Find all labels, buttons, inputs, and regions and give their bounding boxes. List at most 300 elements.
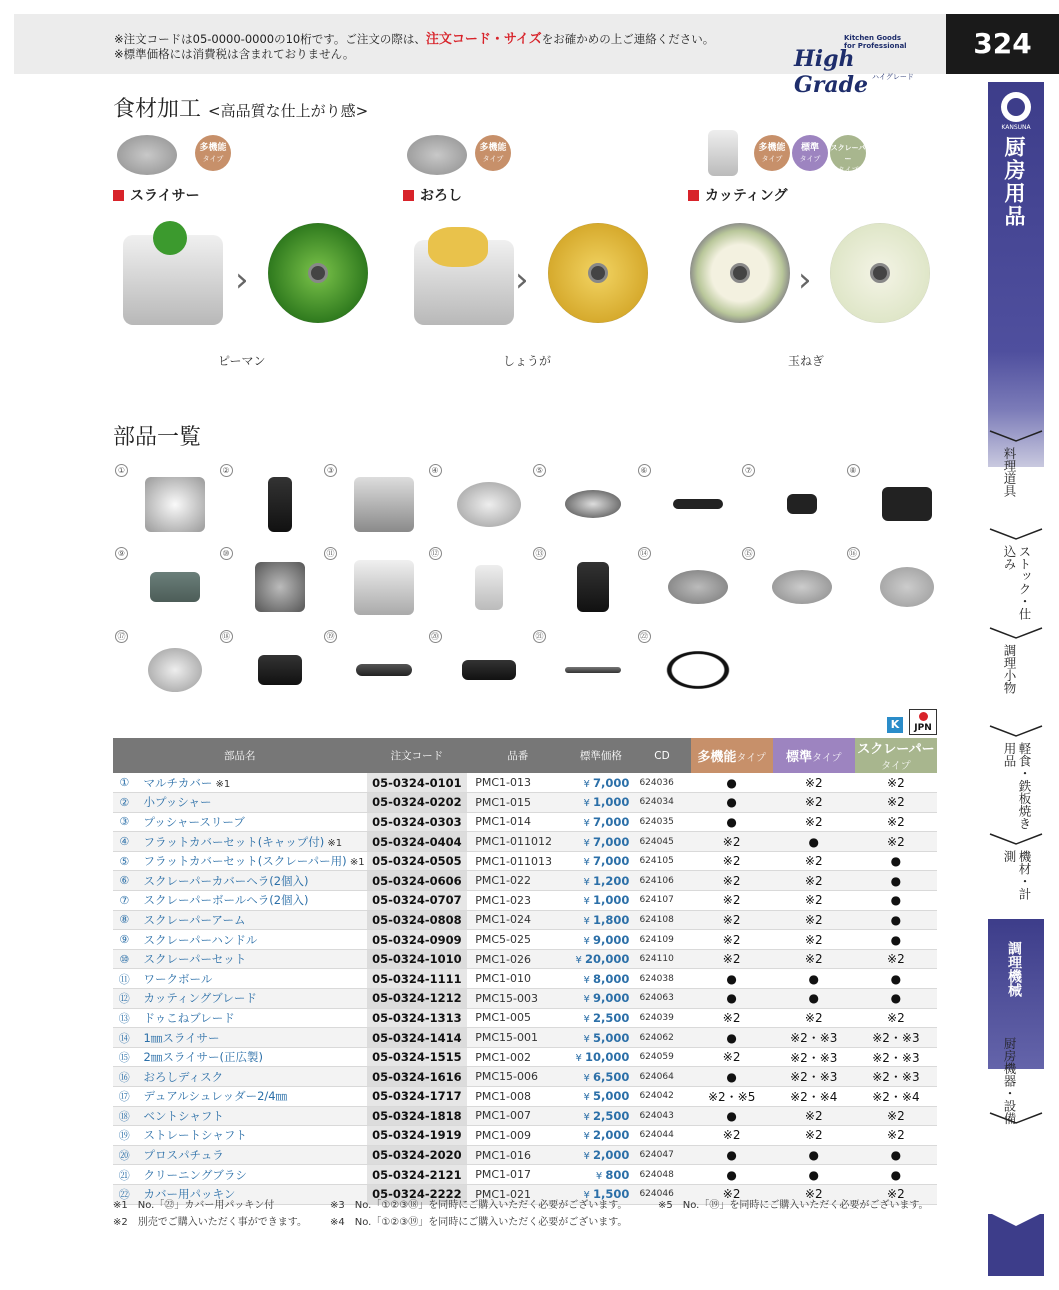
chevron-down-icon [988, 724, 1044, 738]
table-row [113, 793, 937, 813]
chevron-down-icon [988, 527, 1044, 541]
footnotes-col-1 [113, 1197, 307, 1231]
process-caption: 玉ねぎ [788, 354, 825, 368]
cell-name: おろしディスク [136, 1067, 367, 1087]
cell-order-code: 05-0324-1212 [367, 989, 468, 1009]
cell-standard: ※2 [773, 1008, 855, 1028]
cell-model: PMC1-022 [467, 871, 568, 891]
cell-cd: 624048 [633, 1165, 690, 1185]
note-1-red: 注文コード・サイズ [425, 32, 542, 47]
sidebar-item-label: 機材・計測 [1002, 850, 1032, 900]
cell-standard: ※2 [773, 949, 855, 969]
cell-multi: ● [691, 1145, 773, 1165]
cell-name: スクレーパーボールヘラ(2個入) [136, 891, 367, 911]
cell-scraper: ※2 [855, 773, 937, 793]
slicer-after-photo [258, 215, 378, 335]
cell-price: ¥ 20,000 [568, 949, 633, 969]
cell-order-code: 05-0324-0707 [367, 891, 468, 911]
cell-standard: ※2 [773, 1126, 855, 1146]
cell-model: PMC1-016 [467, 1145, 568, 1165]
process-caption: しょうが [503, 354, 552, 368]
col-code: 注文コード [367, 738, 468, 773]
part-image [354, 477, 414, 532]
processing-title: 食材加工 <高品質な仕上がり感> [113, 97, 369, 122]
cell-price: ¥ 5,000 [568, 1028, 633, 1048]
part-number: ① [115, 464, 128, 477]
part-item [533, 630, 637, 710]
chevron-right-icon: › [515, 260, 529, 300]
cell-standard: ● [773, 1145, 855, 1165]
cell-standard: ※2・※4 [773, 1087, 855, 1107]
cell-name: ワークボール [136, 969, 367, 989]
cell-name: プロスパチュラ [136, 1145, 367, 1165]
sidebar-main-category[interactable] [988, 82, 1044, 467]
processing-subtitle: <高品質な仕上がり感> [208, 102, 369, 120]
cell-number: ③ [113, 812, 136, 832]
cell-order-code: 05-0324-1616 [367, 1067, 468, 1087]
part-image [673, 499, 723, 509]
part-image [787, 494, 817, 514]
cell-name: 小プッシャー [136, 793, 367, 813]
cell-name: 1㎜スライサー [136, 1028, 367, 1048]
sidebar-item-kizai[interactable] [988, 832, 1059, 912]
part-item [115, 630, 219, 710]
cell-standard: ※2 [773, 793, 855, 813]
chevron-right-icon: › [235, 260, 249, 300]
cell-standard: ※2 [773, 812, 855, 832]
table-row [113, 969, 937, 989]
cell-price: ¥ 6,500 [568, 1067, 633, 1087]
cell-standard: ※2 [773, 910, 855, 930]
sidebar-item-label: 料理道具 [1002, 447, 1017, 497]
cell-name: カッティングブレード [136, 989, 367, 1009]
cell-cd: 624045 [633, 832, 690, 852]
part-number: ⑭ [638, 547, 651, 560]
cell-multi: ● [691, 793, 773, 813]
part-item [429, 464, 533, 544]
cell-scraper: ● [855, 910, 937, 930]
cell-scraper: ※2 [855, 1008, 937, 1028]
cell-multi: ● [691, 969, 773, 989]
part-image [882, 487, 932, 521]
table-row [113, 1028, 937, 1048]
cell-number: ④ [113, 832, 136, 852]
cell-price: ¥ 1,000 [568, 793, 633, 813]
part-number: ⑳ [429, 630, 442, 643]
cell-scraper: ● [855, 969, 937, 989]
sidebar-active-label: 調理機械 [1006, 941, 1022, 997]
cell-multi: ※2 [691, 851, 773, 871]
slicer-before-photo [113, 215, 233, 335]
cell-multi: ※2 [691, 1184, 773, 1204]
col-multi: 多機能タイプ [691, 738, 773, 773]
table-row [113, 1047, 937, 1067]
cell-scraper: ※2 [855, 949, 937, 969]
cell-name: ドゥこねブレード [136, 1008, 367, 1028]
cell-cd: 624046 [633, 1184, 690, 1204]
part-number: ⑤ [533, 464, 546, 477]
part-number: ⑩ [220, 547, 233, 560]
cell-scraper: ● [855, 930, 937, 950]
cell-price: ¥ 1,200 [568, 871, 633, 891]
process-label: スライサー [113, 185, 200, 205]
col-price: 標準価格 [568, 738, 633, 773]
footnote-2: ※2 別売でご購入いただく事ができます。 [113, 1217, 307, 1228]
cell-model: PMC1-023 [467, 891, 568, 911]
cell-name: プッシャースリーブ [136, 812, 367, 832]
logo-brand: High Grade [794, 46, 869, 98]
cell-number: ㉑ [113, 1165, 136, 1185]
cell-model: PMC15-006 [467, 1067, 568, 1087]
cell-standard: ※2・※3 [773, 1028, 855, 1048]
cell-model: PMC1-026 [467, 949, 568, 969]
cell-model: PMC1-024 [467, 910, 568, 930]
cell-number: ② [113, 793, 136, 813]
cell-multi: ● [691, 989, 773, 1009]
cell-multi: ● [691, 773, 773, 793]
cell-order-code: 05-0324-1414 [367, 1028, 468, 1048]
part-number: ⑯ [847, 547, 860, 560]
part-number: ② [220, 464, 233, 477]
cell-number: ㉒ [113, 1184, 136, 1204]
cell-number: ⑯ [113, 1067, 136, 1087]
cell-order-code: 05-0324-0909 [367, 930, 468, 950]
footnotes-col-2 [330, 1197, 627, 1231]
header-notes [114, 32, 714, 62]
chevron-down-icon [988, 626, 1044, 640]
cell-cd: 624059 [633, 1047, 690, 1067]
cell-cd: 624036 [633, 773, 690, 793]
table-row [113, 910, 937, 930]
cell-scraper: ※2・※3 [855, 1028, 937, 1048]
table-row [113, 812, 937, 832]
cell-price: ¥ 2,500 [568, 1008, 633, 1028]
part-item [638, 547, 742, 627]
cell-scraper: ● [855, 851, 937, 871]
cell-scraper: ● [855, 1165, 937, 1185]
part-item [742, 547, 846, 627]
red-square-icon [113, 190, 124, 201]
table-row [113, 1145, 937, 1165]
cell-order-code: 05-0324-0202 [367, 793, 468, 813]
cell-standard: ● [773, 1165, 855, 1185]
cell-number: ⑮ [113, 1047, 136, 1067]
sidebar-item-keishoku[interactable] [988, 724, 1059, 834]
cell-cd: 624110 [633, 949, 690, 969]
cell-scraper: ※2・※3 [855, 1067, 937, 1087]
jpn-flag-icon: JPN [909, 709, 937, 735]
part-number: ③ [324, 464, 337, 477]
table-row [113, 1106, 937, 1126]
part-image [565, 667, 621, 673]
part-number: ⑥ [638, 464, 651, 477]
logo-kana: ハイグレード [872, 73, 914, 81]
table-row [113, 871, 937, 891]
grater-before-photo [408, 215, 528, 335]
cell-price: ¥ 7,000 [568, 832, 633, 852]
part-image [258, 655, 302, 685]
col-model: 品番 [467, 738, 568, 773]
cell-price: ¥ 9,000 [568, 930, 633, 950]
cell-model: PMC1-014 [467, 812, 568, 832]
cell-number: ⑪ [113, 969, 136, 989]
cell-order-code: 05-0324-0404 [367, 832, 468, 852]
cell-number: ⑦ [113, 891, 136, 911]
cell-order-code: 05-0324-0303 [367, 812, 468, 832]
cell-model: PMC1-007 [467, 1106, 568, 1126]
cell-price: ¥ 1,000 [568, 891, 633, 911]
cell-order-code: 05-0324-0505 [367, 851, 468, 871]
cell-multi: ※2 [691, 949, 773, 969]
cell-model: PMC1-017 [467, 1165, 568, 1185]
table-row [113, 930, 937, 950]
cell-name: ベントシャフト [136, 1106, 367, 1126]
col-name: 部品名 [113, 738, 367, 773]
cutting-after-photo [820, 215, 940, 335]
table-row [113, 1008, 937, 1028]
cell-cd: 624047 [633, 1145, 690, 1165]
cell-multi: ● [691, 1106, 773, 1126]
table-row [113, 851, 937, 871]
part-number: ㉑ [533, 630, 546, 643]
cell-order-code: 05-0324-1818 [367, 1106, 468, 1126]
k-mark-icon: K [887, 717, 903, 733]
table-row [113, 1067, 937, 1087]
cell-number: ⑧ [113, 910, 136, 930]
part-item [742, 464, 846, 544]
header-bar [14, 14, 946, 98]
sidebar-item-ryouri[interactable] [988, 429, 1059, 519]
footnote-3: ※3 No.「①②③⑱」を同時にご購入いただく必要がございます。 [330, 1200, 628, 1211]
chevron-down-icon [988, 1212, 1044, 1228]
cell-cd: 624044 [633, 1126, 690, 1146]
sidebar-item-stock[interactable] [988, 527, 1059, 622]
part-image [668, 570, 728, 604]
cell-standard: ● [773, 832, 855, 852]
cell-order-code: 05-0324-2222 [367, 1184, 468, 1204]
col-scraper: スクレーパータイプ [855, 738, 937, 773]
cell-multi: ※2 [691, 891, 773, 911]
cell-price: ¥ 8,000 [568, 969, 633, 989]
cell-cd: 624034 [633, 793, 690, 813]
high-grade-logo [784, 32, 924, 98]
part-image [462, 660, 516, 680]
cell-number: ⑨ [113, 930, 136, 950]
footnote-mark: ※1 [212, 778, 231, 790]
cell-name: スクレーパーハンドル [136, 930, 367, 950]
sidebar-item-kiki[interactable] [988, 1029, 1059, 1129]
cell-standard: ● [773, 969, 855, 989]
cell-price: ¥ 1,500 [568, 1184, 633, 1204]
cell-price: ¥ 5,000 [568, 1087, 633, 1107]
cell-scraper: ● [855, 1145, 937, 1165]
part-item [115, 547, 219, 627]
sidebar-main-label: 厨房用品 [1002, 136, 1026, 228]
sidebar-bottom-block [988, 1214, 1044, 1276]
part-number: ⑪ [324, 547, 337, 560]
sidebar-item-komono[interactable] [988, 626, 1059, 721]
cell-model: PMC1-002 [467, 1047, 568, 1067]
part-number: ⑨ [115, 547, 128, 560]
cell-scraper: ● [855, 871, 937, 891]
part-item [847, 547, 951, 627]
cell-model: PMC1-011012 [467, 832, 568, 852]
footnote-5: ※5 No.「⑲」を同時にご購入いただく必要がございます。 [658, 1200, 929, 1211]
cell-model: PMC1-009 [467, 1126, 568, 1146]
cell-name: デュアルシュレッダー2/4㎜ [136, 1087, 367, 1107]
cell-standard: ● [773, 989, 855, 1009]
parts-table [113, 738, 937, 1205]
cell-model: PMC1-005 [467, 1008, 568, 1028]
chevron-down-icon [988, 832, 1044, 846]
cell-scraper: ※2 [855, 793, 937, 813]
part-item [324, 630, 428, 710]
part-image [356, 664, 412, 676]
part-image [772, 570, 832, 604]
sidebar-item-label: 軽食・鉄板焼き用品 [1002, 742, 1032, 830]
grater-disc-image [407, 135, 467, 175]
cell-multi: ※2 [691, 871, 773, 891]
badge-scraper: スクレーパー タイプ [830, 135, 866, 171]
table-row [113, 989, 937, 1009]
footnote-mark: ※1 [346, 857, 365, 869]
cell-standard: ※2 [773, 1184, 855, 1204]
red-square-icon [403, 190, 414, 201]
table-row [113, 1126, 937, 1146]
cell-price: ¥ 2,500 [568, 1106, 633, 1126]
cell-number: ⑤ [113, 851, 136, 871]
sidebar-item-label: 厨房機器・設備 [1002, 1037, 1017, 1125]
part-number: ⑲ [324, 630, 337, 643]
cell-cd: 624064 [633, 1067, 690, 1087]
kansuna-logo-icon [1001, 92, 1031, 122]
table-row [113, 891, 937, 911]
part-number: ⑫ [429, 547, 442, 560]
red-square-icon [688, 190, 699, 201]
cell-scraper: ※2 [855, 1184, 937, 1204]
badge-multi: 多機能 タイプ [754, 135, 790, 171]
cell-price: ¥ 2,000 [568, 1145, 633, 1165]
cell-name: 2㎜スライサー(正広製) [136, 1047, 367, 1067]
part-item [324, 464, 428, 544]
part-item [115, 464, 219, 544]
logo-tagline: Kitchen Goods for Professional [844, 34, 907, 50]
parts-title: 部品一覧 [113, 425, 202, 450]
part-image [255, 562, 305, 612]
cell-name: フラットカバーセット(キャップ付) ※1 [136, 832, 367, 852]
cell-price: ¥ 7,000 [568, 851, 633, 871]
cell-scraper: ● [855, 891, 937, 911]
cutter-blade-image [708, 130, 738, 176]
cell-scraper: ● [855, 989, 937, 1009]
cell-order-code: 05-0324-0808 [367, 910, 468, 930]
cell-order-code: 05-0324-1313 [367, 1008, 468, 1028]
process-grater [403, 130, 693, 370]
cell-standard: ※2・※3 [773, 1067, 855, 1087]
page-number: 324 [946, 14, 1059, 74]
cell-model: PMC1-008 [467, 1087, 568, 1107]
cell-model: PMC15-003 [467, 989, 568, 1009]
part-image [665, 650, 731, 690]
cell-multi: ※2 [691, 1047, 773, 1067]
cell-name: マルチカバー ※1 [136, 773, 367, 793]
cell-cd: 624107 [633, 891, 690, 911]
chevron-down-icon [988, 429, 1044, 443]
part-item [220, 630, 324, 710]
cell-number: ⑭ [113, 1028, 136, 1048]
cell-number: ⑳ [113, 1145, 136, 1165]
cell-cd: 624105 [633, 851, 690, 871]
part-item [533, 547, 637, 627]
cell-scraper: ※2 [855, 1126, 937, 1146]
part-item [220, 547, 324, 627]
cell-price: ¥ 10,000 [568, 1047, 633, 1067]
slicer-disc-image [117, 135, 177, 175]
cell-scraper: ※2・※4 [855, 1087, 937, 1107]
cell-cd: 624039 [633, 1008, 690, 1028]
cell-order-code: 05-0324-1111 [367, 969, 468, 989]
cell-model: PMC5-025 [467, 930, 568, 950]
cell-cd: 624063 [633, 989, 690, 1009]
table-row [113, 1165, 937, 1185]
part-item [429, 630, 533, 710]
part-image [475, 565, 503, 610]
cell-number: ⑲ [113, 1126, 136, 1146]
cell-order-code: 05-0324-1717 [367, 1087, 468, 1107]
part-item [324, 547, 428, 627]
cell-multi: ※2 [691, 930, 773, 950]
part-image [268, 477, 292, 532]
cell-multi: ※2 [691, 910, 773, 930]
cell-cd: 624062 [633, 1028, 690, 1048]
cell-cd: 624106 [633, 871, 690, 891]
process-cutting [688, 130, 978, 370]
process-slicer [113, 130, 403, 370]
cell-number: ⑰ [113, 1087, 136, 1107]
part-number: ⑬ [533, 547, 546, 560]
cell-cd: 624038 [633, 969, 690, 989]
cell-order-code: 05-0324-0606 [367, 871, 468, 891]
cell-order-code: 05-0324-2020 [367, 1145, 468, 1165]
part-item [533, 464, 637, 544]
part-image [457, 482, 521, 527]
cell-model: PMC1-013 [467, 773, 568, 793]
cell-price: ¥ 1,800 [568, 910, 633, 930]
cell-number: ① [113, 773, 136, 793]
cell-order-code: 05-0324-1010 [367, 949, 468, 969]
cell-number: ⑥ [113, 871, 136, 891]
part-number: ⑮ [742, 547, 755, 560]
cell-number: ⑬ [113, 1008, 136, 1028]
table-row [113, 1087, 937, 1107]
part-image [577, 562, 609, 612]
cell-name: ストレートシャフト [136, 1126, 367, 1146]
table-row [113, 773, 937, 793]
cell-scraper: ※2・※3 [855, 1047, 937, 1067]
cell-cd: 624042 [633, 1087, 690, 1107]
part-number: ⑧ [847, 464, 860, 477]
chevron-down-icon [988, 1111, 1044, 1125]
part-image [148, 648, 202, 692]
cell-standard: ※2 [773, 930, 855, 950]
cell-multi: ● [691, 1067, 773, 1087]
cell-price: ¥ 9,000 [568, 989, 633, 1009]
part-number: ⑦ [742, 464, 755, 477]
cell-cd: 624035 [633, 812, 690, 832]
cell-name: スクレーパーカバーヘラ(2個入) [136, 871, 367, 891]
footnote-1: ※1 No.「㉒」カバー用パッキン付 [113, 1200, 275, 1211]
cell-cd: 624043 [633, 1106, 690, 1126]
